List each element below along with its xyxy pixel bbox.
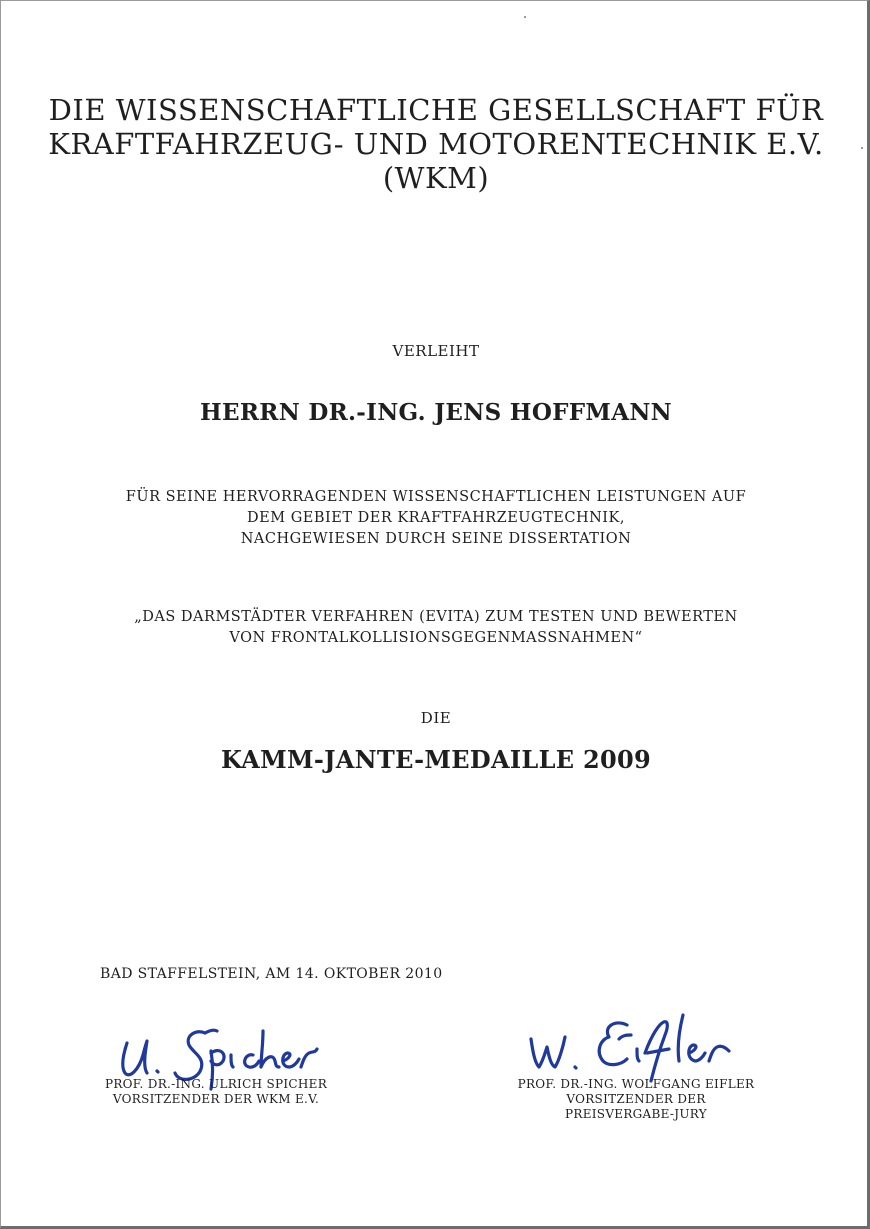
- verb-awards: VERLEIHT: [392, 342, 480, 360]
- signatory-right-name: PROF. DR.-ING. WOLFGANG EIFLER: [517, 1077, 755, 1091]
- reason-line-1: FÜR SEINE HERVORRAGENDEN WISSENSCHAFTLICHEN LEISTUNGEN AUF: [125, 489, 747, 505]
- signatory-right: [491, 1077, 781, 1122]
- signatory-left: [81, 1077, 351, 1107]
- thesis-line-2: VON FRONTALKOLLISIONSGEGENMASSNAHMEN“: [229, 630, 643, 646]
- place-and-date: BAD STAFFELSTEIN, AM 14. OKTOBER 2010: [100, 966, 443, 982]
- signatory-right-role-2: PREISVERGABE-JURY: [564, 1107, 707, 1121]
- heading-line-1: DIE WISSENSCHAFTLICHE GESELLSCHAFT FÜR: [48, 93, 824, 127]
- thesis-title: [1, 607, 870, 649]
- signatory-left-name: PROF. DR.-ING. ULRICH SPICHER: [104, 1077, 328, 1091]
- recipient-name: HERRN DR.-ING. JENS HOFFMANN: [200, 399, 672, 426]
- award-title: KAMM-JANTE-MEDAILLE 2009: [221, 745, 651, 774]
- signatory-right-role-1: VORSITZENDER DER: [566, 1092, 706, 1106]
- signatory-left-role: VORSITZENDER DER WKM E.V.: [112, 1092, 320, 1106]
- heading-line-3: (WKM): [382, 161, 490, 195]
- reason-line-2: DEM GEBIET DER KRAFTFAHRZEUGTECHNIK,: [247, 510, 625, 526]
- paper-speck: [524, 16, 526, 18]
- thesis-line-1: „DAS DARMSTÄDTER VERFAHREN (EVITA) ZUM TESTEN UND BEWERTEN: [134, 609, 738, 625]
- reason-text: [1, 487, 870, 550]
- reason-line-3: NACHGEWIESEN DURCH SEINE DISSERTATION: [240, 531, 632, 547]
- heading-line-2: KRAFTFAHRZEUG- UND MOTORENTECHNIK E.V.: [48, 127, 824, 161]
- article-die: DIE: [420, 709, 452, 727]
